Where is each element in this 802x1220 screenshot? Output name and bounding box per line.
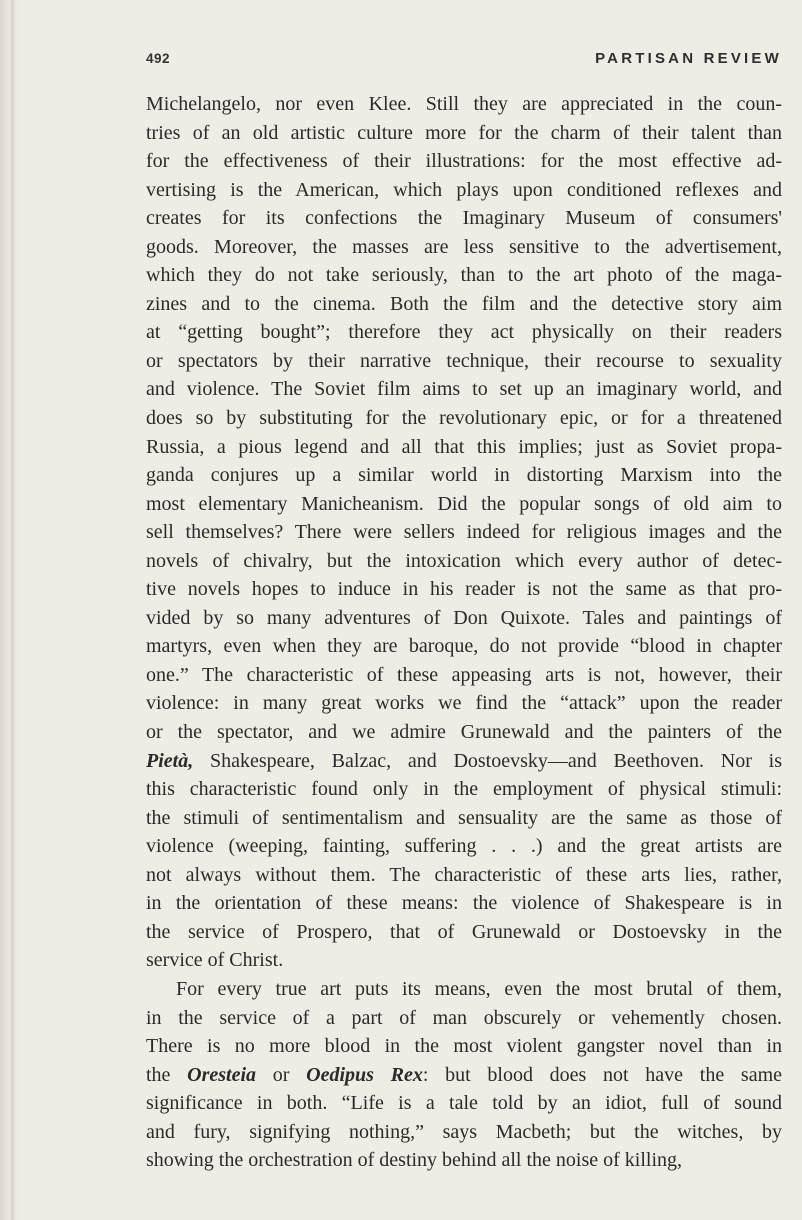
text-line: one.” The characteristic of these appeasing arts is not, however, their [146,663,782,686]
paragraph-1 [146,90,782,975]
text-line: ganda conjures up a similar world in distorting Marxism into the [146,464,782,487]
text-line: vided by so many adventures of Don Quixote. Tales and paintings of [146,606,782,629]
text-line: sell themselves? There were sellers indeed for religious images and the [146,521,782,544]
text-line: for the effectiveness of their illustrations: for the most effective ad- [146,150,782,173]
text-line: martyrs, even when they are baroque, do not provide “blood in chapter [146,635,782,658]
text-line: tive novels hopes to induce in his reader is not the same as that pro- [146,578,782,601]
journal-title: PARTISAN REVIEW [595,50,782,67]
text-line: or spectators by their narrative technique, their recourse to sexuality [146,349,782,372]
text-line: goods. Moreover, the masses are less sensitive to the advertisement, [146,235,782,258]
text-line: Russia, a pious legend and all that this implies; just as Soviet propa- [146,435,782,458]
text-line: significance in both. “Life is a tale told by an idiot, full of sound [146,1092,782,1115]
text-line: at “getting bought”; therefore they act physically on their readers [146,321,782,344]
text-line: service of Christ. [146,949,284,972]
text-line: novels of chivalry, but the intoxication which every author of detec- [146,549,782,572]
text-line: most elementary Manicheanism. Did the popular songs of old aim to [146,492,782,515]
text-line: creates for its confections the Imaginary Museum of consumers' [146,207,782,230]
text-line: and fury, signifying nothing,” says Macbeth; but the witches, by [146,1120,782,1143]
article-body [146,90,782,1175]
italic-title: Pietà, [146,749,194,772]
text-line: Pietà, Shakespeare, Balzac, and Dostoevsky—and Beethoven. Nor is [146,749,782,772]
paragraph-2 [146,975,782,1175]
text-line: and violence. The Soviet film aims to set up an imaginary world, and [146,378,782,401]
text-line: tries of an old artistic culture more for the charm of their talent than [146,121,782,144]
text-line: the service of Prospero, that of Grunewald or Dostoevsky in the [146,920,782,943]
page-number: 492 [146,51,171,66]
italic-title: Oedipus Rex [306,1063,423,1086]
text-line: There is no more blood in the most violent gangster novel than in [146,1035,782,1058]
text-line: the stimuli of sentimentalism and sensuality are the same as those of [146,806,782,829]
text-line: which they do not take seriously, than to the art photo of the maga- [146,264,782,287]
book-page [146,50,782,1175]
text-line: vertising is the American, which plays upon conditioned reflexes and [146,178,782,201]
running-head [146,50,782,74]
text-line: this characteristic found only in the employment of physical stimuli: [146,778,782,801]
text-line: Michelangelo, nor even Klee. Still they are appreciated in the coun- [146,93,782,115]
text-line: showing the orchestration of destiny behind all the noise of killing, [146,1149,683,1172]
text-line: zines and to the cinema. Both the film and the detective story aim [146,292,782,315]
text-line: violence (weeping, fainting, suffering . . .) and the great artists are [146,835,782,858]
text-line: or the spectator, and we admire Grunewald and the painters of the [146,721,782,744]
text-line: the Oresteia or Oedipus Rex: but blood does not have the same [146,1063,783,1086]
text-line: violence: in many great works we find the “attack” upon the reader [146,692,782,715]
text-line: in the service of a part of man obscurely or vehemently chosen. [146,1006,782,1029]
italic-title: Oresteia [187,1063,257,1086]
text-line: not always without them. The characteristic of these arts lies, rather, [146,863,782,886]
text-line: For every true art puts its means, even the most brutal of them, [176,977,782,1000]
text-line: in the orientation of these means: the violence of Shakespeare is in [146,892,782,915]
book-gutter [0,0,22,1220]
text-line: does so by substituting for the revolutionary epic, or for a threatened [146,407,782,430]
